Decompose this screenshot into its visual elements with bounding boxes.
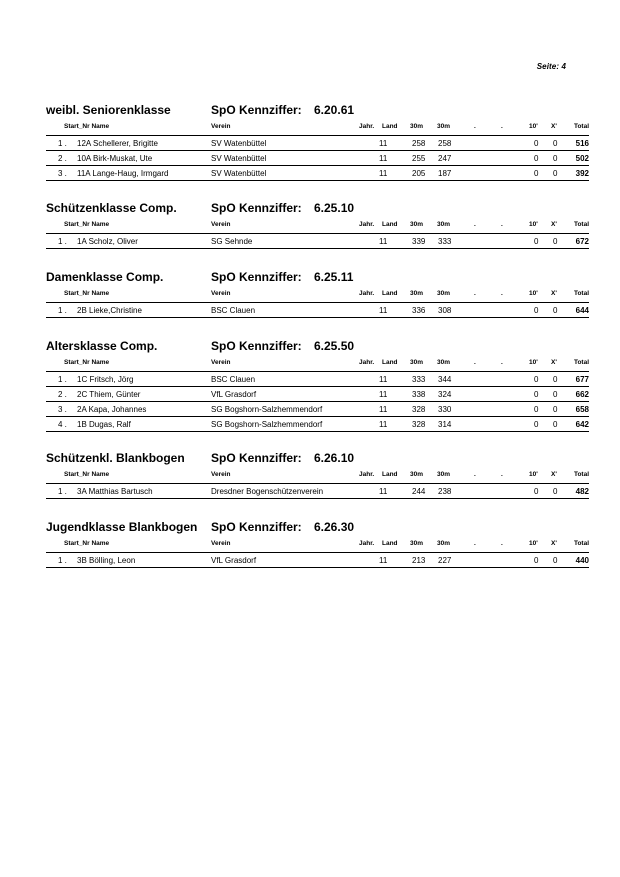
column-header-jahr: Jahr. bbox=[359, 540, 375, 547]
section-header bbox=[46, 520, 589, 538]
cell-jahr: 11 bbox=[379, 306, 388, 315]
column-header-d1: . bbox=[474, 290, 476, 297]
row-rule bbox=[46, 317, 589, 318]
column-header-land: Land bbox=[382, 290, 398, 297]
column-header-land: Land bbox=[382, 359, 398, 366]
row-rule bbox=[46, 180, 589, 181]
cell-jahr: 11 bbox=[379, 237, 388, 246]
column-header-verein: Verein bbox=[211, 471, 231, 478]
section-title: Altersklasse Comp. bbox=[46, 339, 158, 353]
cell-rank: 1 . bbox=[58, 139, 67, 148]
cell-verein: VfL Grasdorf bbox=[211, 390, 257, 399]
result-section bbox=[46, 270, 589, 318]
cell-x: 0 bbox=[553, 237, 558, 246]
column-header-total: Total bbox=[573, 359, 589, 366]
cell-s1: 205 bbox=[412, 169, 426, 178]
result-section bbox=[46, 103, 589, 181]
spo-label: SpO Kennziffer: bbox=[211, 451, 302, 465]
cell-verein: VfL Grasdorf bbox=[211, 556, 257, 565]
cell-total: 677 bbox=[575, 375, 589, 384]
cell-total: 440 bbox=[575, 556, 589, 565]
table-row bbox=[46, 136, 589, 150]
column-header-total: Total bbox=[573, 123, 589, 130]
cell-verein: Dresdner Bogenschützenverein bbox=[211, 487, 324, 496]
column-header-d2: . bbox=[501, 540, 503, 547]
cell-total: 662 bbox=[575, 390, 589, 399]
cell-verein: SV Watenbüttel bbox=[211, 154, 267, 163]
row-rule bbox=[46, 567, 589, 568]
spo-code: 6.26.10 bbox=[314, 451, 355, 465]
cell-name: 3A Matthias Bartusch bbox=[77, 487, 153, 496]
cell-x: 0 bbox=[553, 139, 558, 148]
column-header-land: Land bbox=[382, 471, 398, 478]
cell-total: 482 bbox=[575, 487, 589, 496]
page-number: Seite: 4 bbox=[536, 62, 566, 71]
cell-s1: 328 bbox=[412, 420, 426, 429]
spo-label: SpO Kennziffer: bbox=[211, 270, 302, 284]
cell-x: 0 bbox=[553, 405, 558, 414]
cell-s2: 308 bbox=[438, 306, 452, 315]
column-header-start-name: Start_Nr Name bbox=[64, 221, 110, 228]
column-header-verein: Verein bbox=[211, 221, 231, 228]
cell-jahr: 11 bbox=[379, 487, 388, 496]
column-header-x: X' bbox=[551, 290, 557, 297]
cell-rank: 1 . bbox=[58, 237, 67, 246]
cell-verein: SV Watenbüttel bbox=[211, 169, 267, 178]
column-header-s1: 30m bbox=[410, 540, 424, 547]
section-header bbox=[46, 103, 589, 121]
column-header-d2: . bbox=[501, 359, 503, 366]
cell-x: 0 bbox=[553, 154, 558, 163]
column-header-d1: . bbox=[474, 471, 476, 478]
cell-tens: 0 bbox=[534, 169, 539, 178]
cell-s1: 244 bbox=[412, 487, 426, 496]
table-row bbox=[46, 417, 589, 431]
cell-tens: 0 bbox=[534, 306, 539, 315]
cell-rank: 1 . bbox=[58, 375, 67, 384]
cell-x: 0 bbox=[553, 420, 558, 429]
column-header-total: Total bbox=[573, 290, 589, 297]
column-header-start-name: Start_Nr Name bbox=[64, 123, 110, 130]
column-header-s2: 30m bbox=[437, 471, 451, 478]
column-header-verein: Verein bbox=[211, 290, 231, 297]
table-row bbox=[46, 166, 589, 180]
cell-s2: 324 bbox=[438, 390, 452, 399]
cell-s2: 238 bbox=[438, 487, 452, 496]
cell-s2: 330 bbox=[438, 405, 452, 414]
column-header-s2: 30m bbox=[437, 221, 451, 228]
table-row bbox=[46, 234, 589, 248]
cell-tens: 0 bbox=[534, 237, 539, 246]
cell-jahr: 11 bbox=[379, 139, 388, 148]
cell-s1: 328 bbox=[412, 405, 426, 414]
cell-jahr: 11 bbox=[379, 169, 388, 178]
cell-name: 1B Dugas, Ralf bbox=[77, 420, 131, 429]
column-header-x: X' bbox=[551, 359, 557, 366]
column-header-land: Land bbox=[382, 540, 398, 547]
column-header-x: X' bbox=[551, 123, 557, 130]
cell-tens: 0 bbox=[534, 139, 539, 148]
cell-s1: 258 bbox=[412, 139, 426, 148]
column-header-s1: 30m bbox=[410, 290, 424, 297]
cell-verein: SG Sehnde bbox=[211, 237, 253, 246]
cell-s2: 333 bbox=[438, 237, 452, 246]
column-header-tens: 10' bbox=[529, 123, 538, 130]
column-header-start-name: Start_Nr Name bbox=[64, 359, 110, 366]
column-header-jahr: Jahr. bbox=[359, 359, 375, 366]
spo-code: 6.25.10 bbox=[314, 201, 355, 215]
column-header-tens: 10' bbox=[529, 290, 538, 297]
column-header-start-name: Start_Nr Name bbox=[64, 290, 110, 297]
cell-rank: 3 . bbox=[58, 169, 67, 178]
column-header-row bbox=[46, 540, 589, 552]
cell-total: 644 bbox=[575, 306, 589, 315]
cell-tens: 0 bbox=[534, 390, 539, 399]
cell-jahr: 11 bbox=[379, 405, 388, 414]
column-header-d1: . bbox=[474, 359, 476, 366]
result-section bbox=[46, 520, 589, 568]
result-section bbox=[46, 451, 589, 499]
cell-name: 2B Lieke,Christine bbox=[77, 306, 142, 315]
spo-code: 6.25.11 bbox=[314, 270, 354, 284]
column-header-s2: 30m bbox=[437, 359, 451, 366]
column-header-tens: 10' bbox=[529, 359, 538, 366]
cell-total: 516 bbox=[575, 139, 589, 148]
cell-jahr: 11 bbox=[379, 154, 388, 163]
column-header-s1: 30m bbox=[410, 471, 424, 478]
row-rule bbox=[46, 431, 589, 432]
cell-s2: 227 bbox=[438, 556, 452, 565]
column-header-start-name: Start_Nr Name bbox=[64, 471, 110, 478]
column-header-s1: 30m bbox=[410, 221, 424, 228]
cell-verein: SV Watenbüttel bbox=[211, 139, 267, 148]
cell-verein: SG Bogshorn-Salzhemmendorf bbox=[211, 405, 323, 414]
column-header-verein: Verein bbox=[211, 359, 231, 366]
spo-code: 6.25.50 bbox=[314, 339, 355, 353]
cell-verein: BSC Clauen bbox=[211, 306, 256, 315]
cell-tens: 0 bbox=[534, 375, 539, 384]
cell-rank: 2 . bbox=[58, 154, 67, 163]
section-header bbox=[46, 451, 589, 469]
table-row bbox=[46, 151, 589, 165]
column-header-x: X' bbox=[551, 221, 557, 228]
spo-code: 6.20.61 bbox=[314, 103, 355, 117]
column-header-x: X' bbox=[551, 471, 557, 478]
column-header-total: Total bbox=[573, 221, 589, 228]
section-header bbox=[46, 201, 589, 219]
cell-s1: 339 bbox=[412, 237, 426, 246]
column-header-jahr: Jahr. bbox=[359, 471, 375, 478]
column-header-total: Total bbox=[573, 540, 589, 547]
column-header-x: X' bbox=[551, 540, 557, 547]
table-row bbox=[46, 553, 589, 567]
column-header-d2: . bbox=[501, 290, 503, 297]
cell-tens: 0 bbox=[534, 154, 539, 163]
table-row bbox=[46, 387, 589, 401]
result-section bbox=[46, 201, 589, 249]
table-row bbox=[46, 372, 589, 386]
cell-name: 10A Birk-Muskat, Ute bbox=[77, 154, 153, 163]
cell-name: 2A Kapa, Johannes bbox=[77, 405, 147, 414]
cell-rank: 1 . bbox=[58, 487, 67, 496]
column-header-tens: 10' bbox=[529, 221, 538, 228]
cell-s2: 247 bbox=[438, 154, 452, 163]
section-title: Jugendklasse Blankbogen bbox=[46, 520, 198, 534]
column-header-land: Land bbox=[382, 221, 398, 228]
column-header-d2: . bbox=[501, 123, 503, 130]
column-header-s2: 30m bbox=[437, 123, 451, 130]
column-header-tens: 10' bbox=[529, 540, 538, 547]
cell-s2: 187 bbox=[438, 169, 452, 178]
column-header-d2: . bbox=[501, 471, 503, 478]
cell-rank: 2 . bbox=[58, 390, 67, 399]
row-rule bbox=[46, 248, 589, 249]
cell-verein: BSC Clauen bbox=[211, 375, 256, 384]
spo-code: 6.26.30 bbox=[314, 520, 355, 534]
table-row bbox=[46, 484, 589, 498]
cell-jahr: 11 bbox=[379, 390, 388, 399]
column-header-s1: 30m bbox=[410, 123, 424, 130]
column-header-start-name: Start_Nr Name bbox=[64, 540, 110, 547]
row-rule bbox=[46, 498, 589, 499]
cell-rank: 4 . bbox=[58, 420, 67, 429]
table-row bbox=[46, 402, 589, 416]
column-header-jahr: Jahr. bbox=[359, 221, 375, 228]
cell-tens: 0 bbox=[534, 556, 539, 565]
cell-jahr: 11 bbox=[379, 375, 388, 384]
cell-x: 0 bbox=[553, 487, 558, 496]
cell-s2: 258 bbox=[438, 139, 452, 148]
column-header-d1: . bbox=[474, 221, 476, 228]
column-header-s2: 30m bbox=[437, 290, 451, 297]
cell-rank: 1 . bbox=[58, 306, 67, 315]
spo-label: SpO Kennziffer: bbox=[211, 103, 302, 117]
column-header-s2: 30m bbox=[437, 540, 451, 547]
cell-name: 2C Thiem, Günter bbox=[77, 390, 141, 399]
section-title: Damenklasse Comp. bbox=[46, 270, 164, 284]
cell-s1: 213 bbox=[412, 556, 426, 565]
section-title: weibl. Seniorenklasse bbox=[46, 103, 171, 117]
column-header-row bbox=[46, 221, 589, 233]
cell-s1: 336 bbox=[412, 306, 426, 315]
cell-total: 642 bbox=[575, 420, 589, 429]
column-header-row bbox=[46, 123, 589, 135]
column-header-verein: Verein bbox=[211, 540, 231, 547]
column-header-total: Total bbox=[573, 471, 589, 478]
column-header-jahr: Jahr. bbox=[359, 290, 375, 297]
column-header-row bbox=[46, 471, 589, 483]
cell-verein: SG Bogshorn-Salzhemmendorf bbox=[211, 420, 323, 429]
cell-s1: 338 bbox=[412, 390, 426, 399]
cell-jahr: 11 bbox=[379, 556, 388, 565]
cell-rank: 1 . bbox=[58, 556, 67, 565]
cell-s2: 344 bbox=[438, 375, 452, 384]
section-header bbox=[46, 270, 589, 288]
cell-name: 1A Scholz, Oliver bbox=[77, 237, 138, 246]
column-header-d1: . bbox=[474, 123, 476, 130]
column-header-d1: . bbox=[474, 540, 476, 547]
spo-label: SpO Kennziffer: bbox=[211, 339, 302, 353]
cell-name: 3B Bölling, Leon bbox=[77, 556, 136, 565]
cell-s1: 333 bbox=[412, 375, 426, 384]
cell-s2: 314 bbox=[438, 420, 452, 429]
cell-x: 0 bbox=[553, 306, 558, 315]
cell-tens: 0 bbox=[534, 405, 539, 414]
cell-s1: 255 bbox=[412, 154, 426, 163]
column-header-verein: Verein bbox=[211, 123, 231, 130]
cell-tens: 0 bbox=[534, 420, 539, 429]
cell-x: 0 bbox=[553, 375, 558, 384]
section-header bbox=[46, 339, 589, 357]
column-header-row bbox=[46, 290, 589, 302]
column-header-land: Land bbox=[382, 123, 398, 130]
spo-label: SpO Kennziffer: bbox=[211, 520, 302, 534]
spo-label: SpO Kennziffer: bbox=[211, 201, 302, 215]
cell-total: 672 bbox=[575, 237, 589, 246]
column-header-tens: 10' bbox=[529, 471, 538, 478]
cell-total: 392 bbox=[575, 169, 589, 178]
cell-name: 1C Fritsch, Jörg bbox=[77, 375, 134, 384]
cell-tens: 0 bbox=[534, 487, 539, 496]
cell-name: 11A Lange-Haug, Irmgard bbox=[77, 169, 169, 178]
cell-rank: 3 . bbox=[58, 405, 67, 414]
section-title: Schützenklasse Comp. bbox=[46, 201, 177, 215]
cell-x: 0 bbox=[553, 169, 558, 178]
cell-total: 658 bbox=[575, 405, 589, 414]
section-title: Schützenkl. Blankbogen bbox=[46, 451, 185, 465]
column-header-d2: . bbox=[501, 221, 503, 228]
cell-total: 502 bbox=[575, 154, 589, 163]
cell-x: 0 bbox=[553, 556, 558, 565]
column-header-s1: 30m bbox=[410, 359, 424, 366]
cell-jahr: 11 bbox=[379, 420, 388, 429]
cell-name: 12A Schellerer, Brigitte bbox=[77, 139, 158, 148]
column-header-jahr: Jahr. bbox=[359, 123, 375, 130]
result-section bbox=[46, 339, 589, 432]
table-row bbox=[46, 303, 589, 317]
cell-x: 0 bbox=[553, 390, 558, 399]
column-header-row bbox=[46, 359, 589, 371]
